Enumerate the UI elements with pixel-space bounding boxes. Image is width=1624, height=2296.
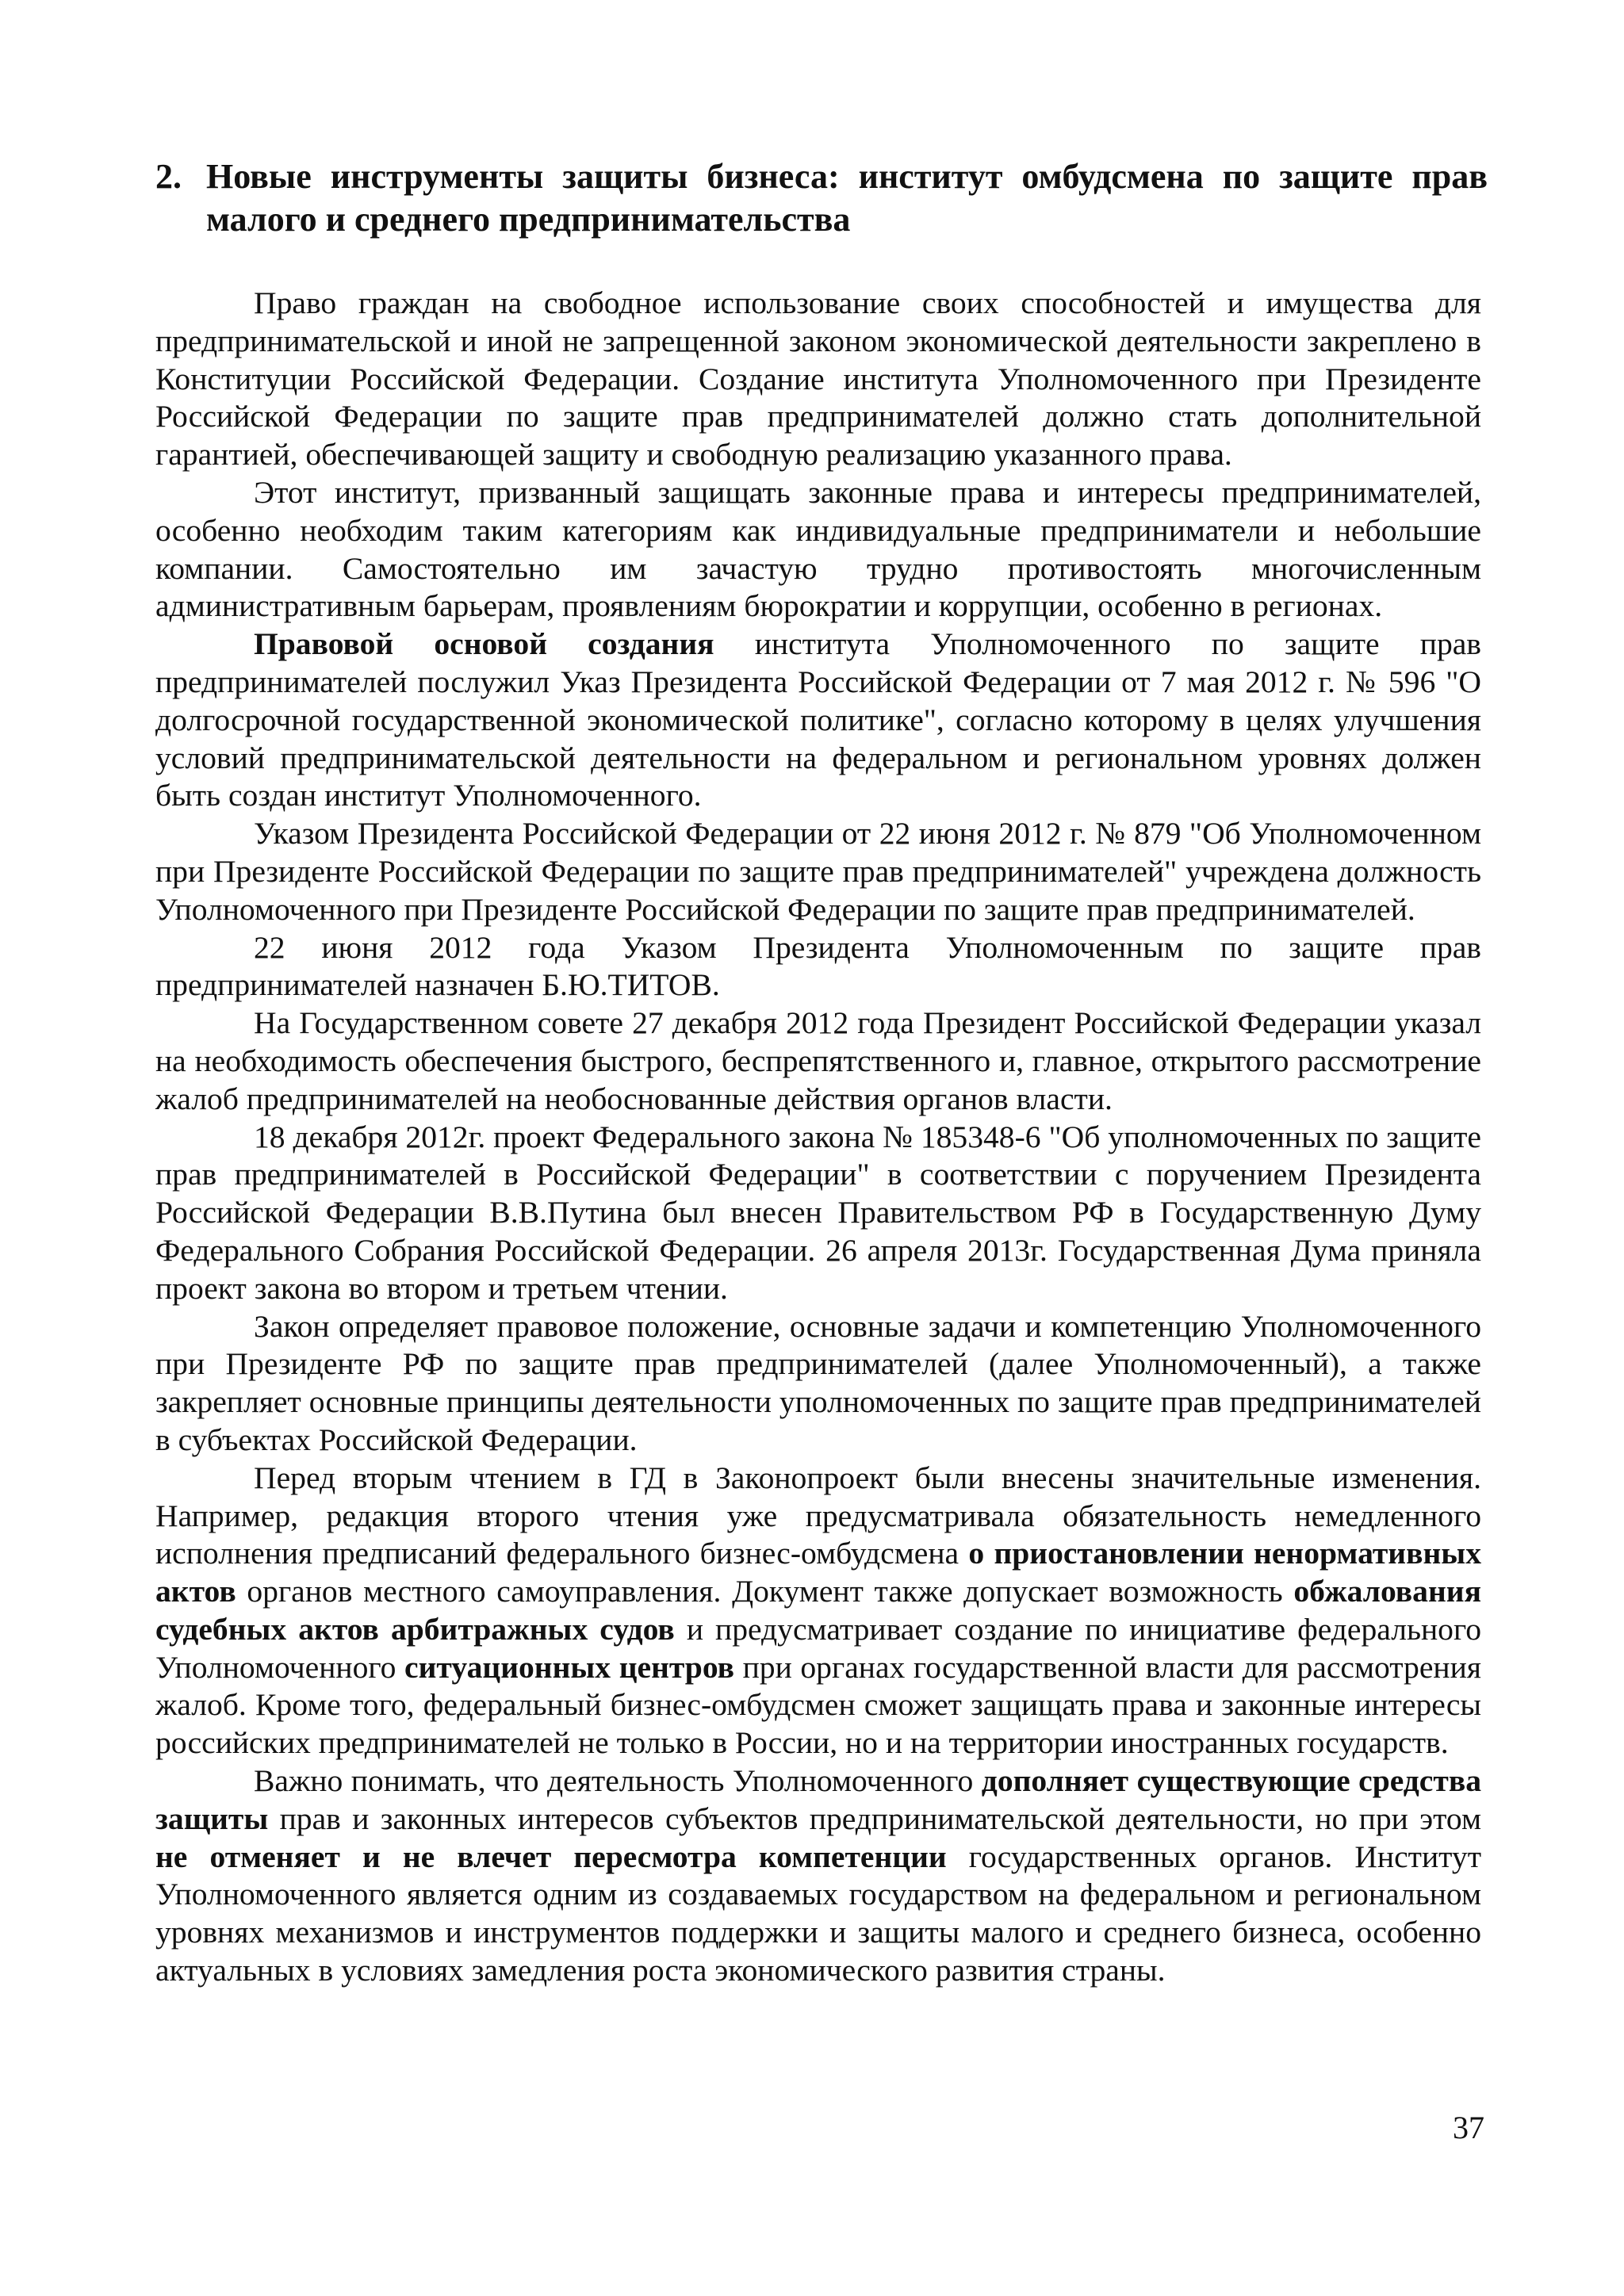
paragraph [155,1762,1481,1990]
text-run: и предусматривает создание по инициативе федерального Уполномоченного [155,1611,1481,1685]
bold-text: ситуационных центров [404,1649,734,1685]
paragraph [155,1308,1481,1460]
text-run: Право граждан на свободное использование своих способностей и имущества для предпринимательской и иной не запрещенной законом экономической деятельности закреплено в Конституции Российской Федерации. Создание института Уполномоченного при Президенте Российской Федерации по защите прав предпринимателей должно стать дополнительной гарантией, обеспечивающей защиту и свободную реализацию указанного права. [155,285,1481,473]
paragraph [155,626,1481,815]
text-run: 18 декабря 2012г. проект Федерального закона № 185348-6 "Об уполномоченных по защите прав предпринимателей в Российской Федерации" в соответствии с поручением Президента Российской Федерации В.В.Путина был внесен Правительством РФ в Государственную Думу Федерального Собрания Российской Федерации. 26 апреля 2013г. Государственная Дума приняла проект закона во втором и третьем чтении. [155,1119,1481,1306]
text-run: Важно понимать, что деятельность Уполномоченного [254,1763,982,1799]
bold-text: обжалования судебных актов арбитражных судов [155,1574,1481,1647]
text-run: прав и законных интересов субъектов предпринимательской деятельности, но при этом [268,1800,1481,1836]
paragraph [155,929,1481,1005]
bold-text: не отменяет и не влечет пересмотра компетенции [155,1839,947,1874]
text-run: при органах государственной власти для рассмотрения жалоб. Кроме того, федеральный бизнес-омбудсмен сможет защищать права и законные интересы российских предпринимателей не только в России, но и на территории иностранных государств. [155,1649,1481,1761]
text-run: Перед вторым чтением в ГД в Законопроект были внесены значительные изменения. Например, редакция второго чтения уже предусматривала обязательность немедленного исполнения предписаний федерального бизнес-омбудсмена [155,1460,1481,1571]
paragraph [155,815,1481,928]
bold-text: о приостановлении ненормативных актов [155,1536,1481,1609]
bold-text: Правовой основой создания [254,626,714,662]
text-run: Указом Президента Российской Федерации от 22 июня 2012 г. № 879 "Об Уполномоченном при Президенте Российской Федерации по защите прав предпринимателей" учреждена должность Уполномоченного при Президенте Российской Федерации по защите прав предпринимателей. [155,816,1481,927]
paragraph [155,285,1481,474]
page-number: 37 [1453,2110,1484,2145]
bold-text: дополняет существующие средства защиты [155,1763,1481,1836]
paragraph [155,1119,1481,1308]
text-run: 22 июня 2012 года Указом Президента Уполномоченным по защите прав предпринимателей назначен Б.Ю.ТИТОВ. [155,929,1481,1003]
body-text [155,285,1481,1990]
paragraph [155,474,1481,626]
text-run: института Уполномоченного по защите прав предпринимателей послужил Указ Президента Российской Федерации от 7 мая 2012 г. № 596 "О долгосрочной государственной экономической политике", согласно которому в целях улучшения условий предпринимательской деятельности на федеральном и региональном уровнях должен быть создан институт Уполномоченного. [155,626,1481,813]
text-run: Закон определяет правовое положение, основные задачи и компетенцию Уполномоченного при Президенте РФ по защите прав предпринимателей (далее Уполномоченный), а также закрепляет основные принципы деятельности уполномоченных по защите прав предпринимателей в субъектах Российской Федерации. [155,1308,1481,1457]
paragraph [155,1460,1481,1762]
section-number: 2. [155,157,182,196]
section-heading [155,155,1488,241]
section-title: Новые инструменты защиты бизнеса: институт омбудсмена по защите прав малого и среднего предпринимательства [206,157,1488,239]
text-run: Этот институт, призванный защищать законные права и интересы предпринимателей, особенно необходим таким категориям как индивидуальные предприниматели и небольшие компании. Самостоятельно им зачастую трудно противостоять многочисленным административным барьерам, проявлениям бюрократии и коррупции, особенно в регионах. [155,474,1481,624]
text-run: органов местного самоуправления. Документ также допускает возможность [236,1574,1294,1609]
text-run: На Государственном совете 27 декабря 2012 года Президент Российской Федерации указал на необходимость обеспечения быстрого, беспрепятственного и, главное, открытого рассмотрение жалоб предпринимателей на необоснованные действия органов власти. [155,1005,1481,1116]
text-run: государственных органов. Институт Уполномоченного является одним из создаваемых государством на федеральном и региональном уровнях механизмов и инструментов поддержки и защиты малого и среднего бизнеса, особенно актуальных в условиях замедления роста экономического развития страны. [155,1839,1481,1988]
paragraph [155,1004,1481,1118]
